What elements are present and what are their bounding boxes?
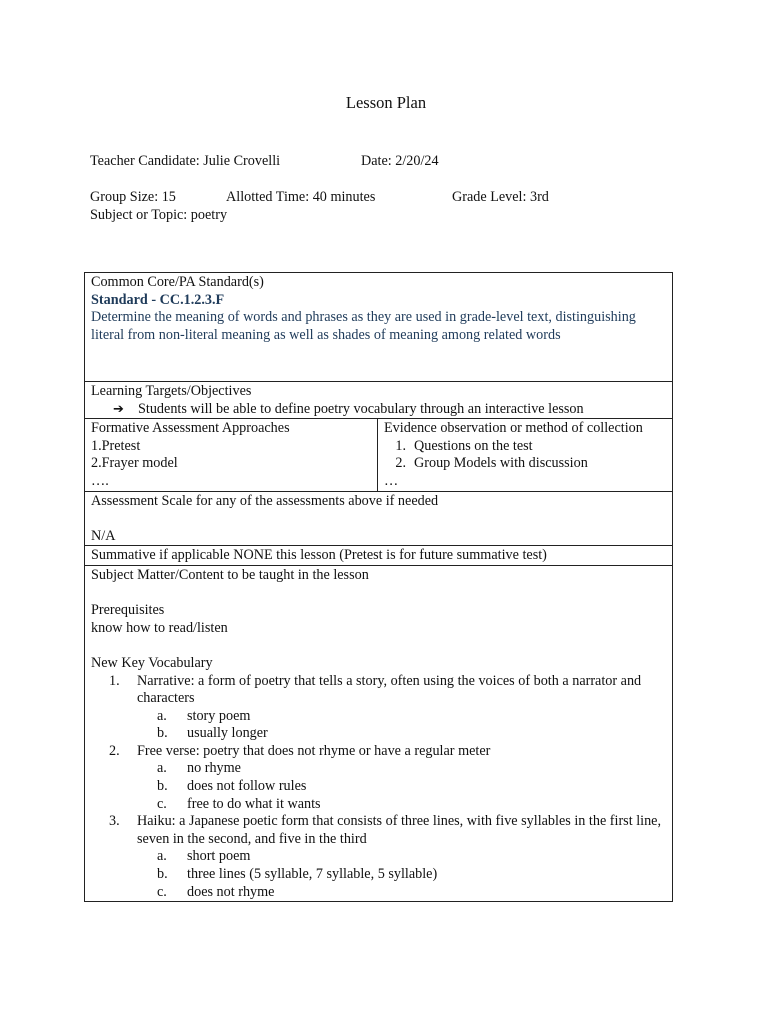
summative-text: Summative if applicable NONE this lesson (Pretest is for future summative test)	[91, 547, 547, 564]
list-item: 3. Haiku: a Japanese poetic form that consists of three lines, with five syllables in the first line, seven in the second, and five in the third	[109, 813, 662, 847]
list-item: b. three lines (5 syllable, 7 syllable, 5 syllable)	[157, 866, 438, 883]
list-item: c. does not rhyme	[157, 883, 275, 900]
standards-cell	[85, 273, 673, 382]
standards-heading: Common Core/PA Standard(s)	[91, 274, 264, 290]
list-item: a. short poem	[157, 848, 251, 865]
grade-level: Grade Level: 3rd	[452, 189, 549, 205]
standards-row	[85, 273, 673, 382]
list-item: b. does not follow rules	[157, 778, 307, 795]
prereq-heading: Prerequisites	[91, 602, 165, 619]
lesson-plan-table	[84, 272, 673, 902]
assessment-scale-cell	[85, 491, 673, 546]
standard-code: Standard - CC.1.2.3.F	[91, 291, 225, 308]
prereq-text: know how to read/listen	[91, 619, 228, 636]
target-item-text: Students will be able to define poetry vocabulary through an interactive lesson	[138, 400, 584, 417]
page-title: Lesson Plan	[345, 93, 427, 112]
list-item: 1. Questions on the test	[395, 437, 533, 454]
list-item: 2. Free verse: poetry that does not rhyme or have a regular meter	[109, 742, 491, 759]
list-item: 2. Group Models with discussion	[395, 455, 588, 472]
standard-text: Determine the meaning of words and phrases as they are used in grade-level text, distinguishing literal from non-literal meaning as well as shades of meaning among related words	[91, 309, 636, 343]
formative-item: 2.Frayer model	[91, 455, 178, 472]
list-item: c. free to do what it wants	[157, 795, 321, 812]
arrow-right-icon: ➔	[113, 401, 124, 417]
assessment-scale-heading: Assessment Scale for any of the assessments above if needed	[91, 492, 439, 509]
targets-row	[85, 382, 673, 419]
list-item: b. usually longer	[157, 725, 268, 742]
assessment-scale-row	[85, 491, 673, 546]
evidence-list	[384, 438, 666, 473]
list-item: a. no rhyme	[157, 760, 241, 777]
formative-item: 1.Pretest	[91, 437, 141, 454]
formative-item: ….	[91, 472, 109, 489]
summative-row	[85, 546, 673, 566]
lesson-date: Date: 2/20/24	[361, 153, 439, 169]
assessment-row	[85, 419, 673, 491]
target-item	[91, 401, 666, 419]
vocab-heading: New Key Vocabulary	[91, 654, 213, 671]
list-item: a. story poem	[157, 707, 251, 724]
formative-cell	[85, 419, 378, 491]
targets-heading: Learning Targets/Objectives	[91, 383, 252, 399]
evidence-heading: Evidence observation or method of collection	[384, 420, 643, 437]
allotted-time: Allotted Time: 40 minutes	[226, 189, 376, 205]
content-row	[85, 565, 673, 901]
assessment-scale-value: N/A	[91, 527, 116, 544]
targets-cell	[85, 382, 673, 419]
content-heading: Subject Matter/Content to be taught in the lesson	[91, 566, 369, 583]
list-item: 1. Narrative: a form of poetry that tells a story, often using the voices of both a narrator and characters	[109, 672, 642, 707]
evidence-cell	[378, 419, 673, 491]
vocab-list	[91, 673, 666, 902]
evidence-trailing: …	[384, 472, 399, 489]
teacher-candidate: Teacher Candidate: Julie Crovelli	[90, 153, 281, 169]
summative-cell	[85, 546, 673, 566]
formative-heading: Formative Assessment Approaches	[91, 420, 290, 437]
group-size: Group Size: 15	[90, 189, 176, 205]
content-cell	[85, 565, 673, 901]
subject-topic: Subject or Topic: poetry	[90, 207, 228, 223]
